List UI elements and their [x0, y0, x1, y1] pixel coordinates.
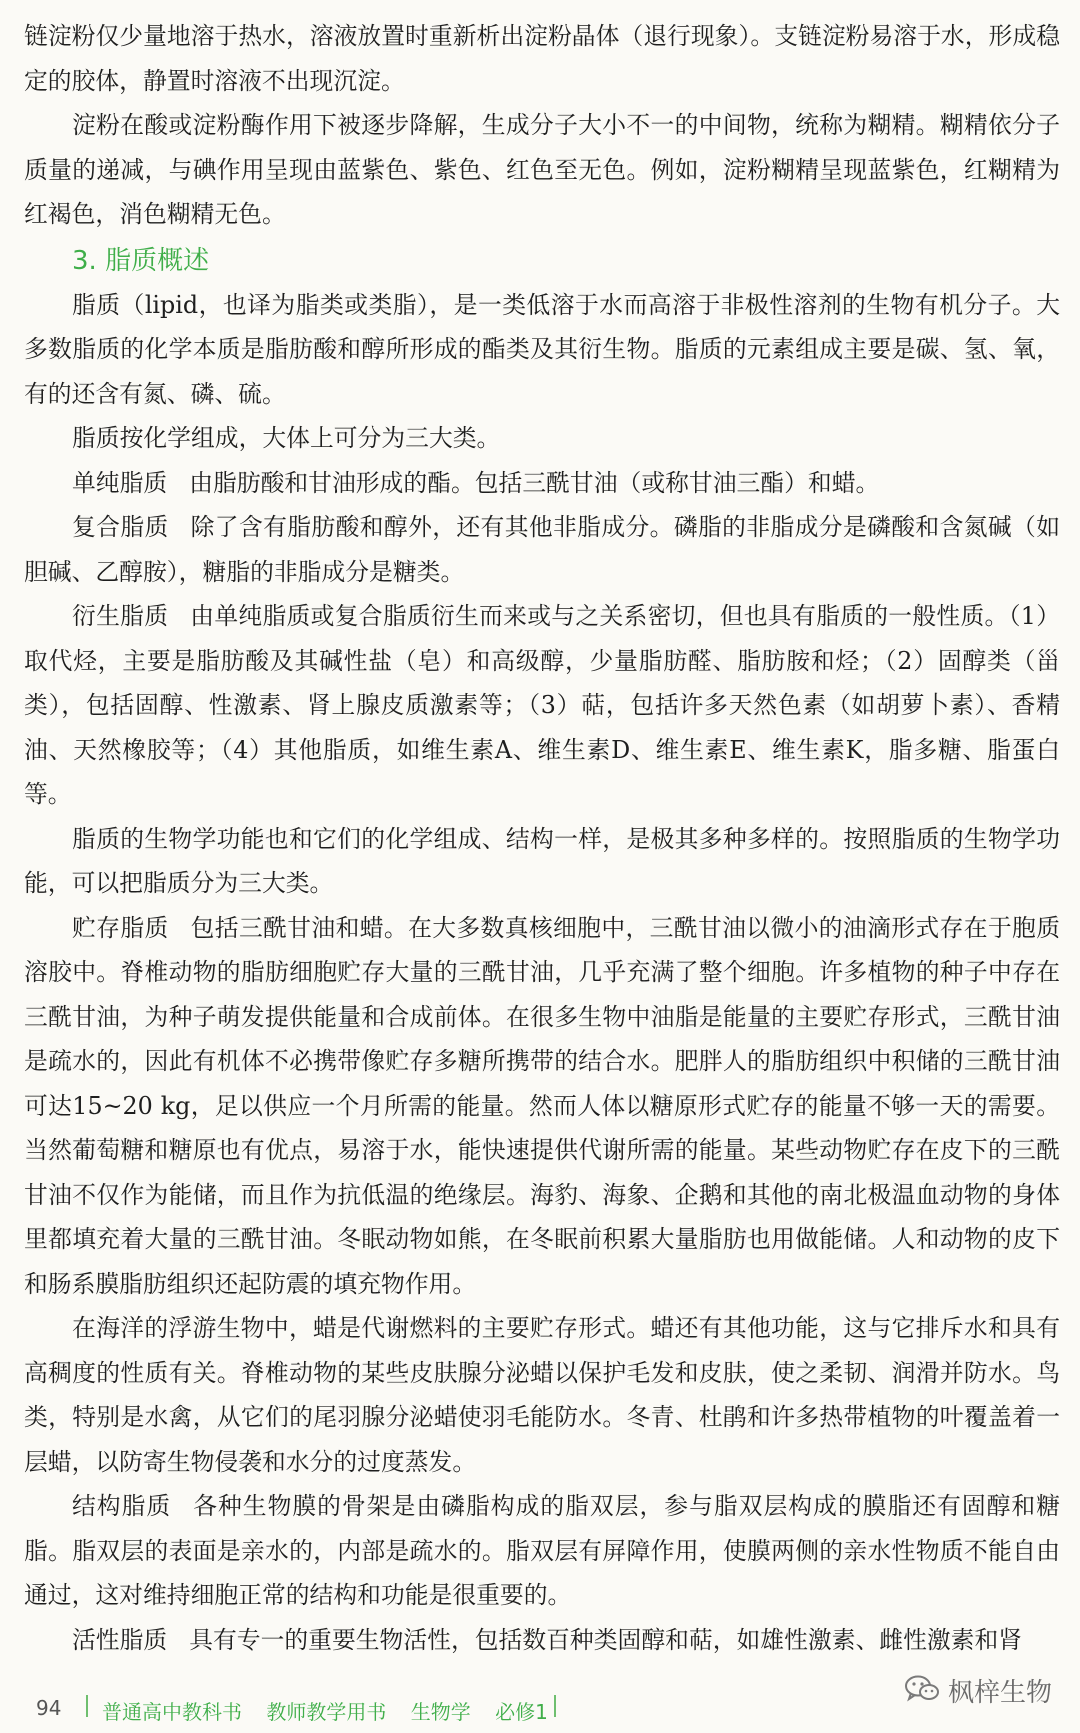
- watermark: [904, 1672, 1052, 1709]
- paragraph-structural-lipids: [24, 1484, 1060, 1618]
- text-active-lipids: 具有专一的重要生物活性，包括数百种类固醇和萜，如雄性激素、雌性激素和肾: [189, 1625, 1023, 1654]
- page-number: 94: [36, 1696, 62, 1720]
- watermark-text: 枫梓生物: [948, 1678, 1053, 1708]
- paragraph-amylose: 链淀粉仅少量地溶于热水，溶液放置时重新析出淀粉晶体（退行现象）。支链淀粉易溶于水，形成稳定的胶体，静置时溶液不出现沉淀。: [24, 22, 1060, 95]
- term-structural-lipids: 结构脂质: [72, 1492, 172, 1520]
- section-heading-lipids: 3. 脂质概述: [72, 245, 210, 276]
- text-structural-lipids: 各种生物膜的骨架是由磷脂构成的脂双层，参与脂双层构成的膜脂还有固醇和糖脂。脂双层的表面是亲水的，内部是疏水的。脂双层有屏障作用，使膜两侧的亲水性物质不能自由通过，这对维持细胞正常的结构和功能是很重要的。: [24, 1492, 1061, 1609]
- paragraph-derived-lipids: [24, 594, 1060, 817]
- text-complex-lipids: 除了含有脂肪酸和醇外，还有其他非脂成分。磷脂的非脂成分是磷酸和含氮碱（如胆碱、乙醇胺），糖脂的非脂成分是糖类。: [24, 513, 1061, 586]
- paragraph-storage-lipids: [24, 906, 1060, 1307]
- book-title: 普通高中教科书: [102, 1700, 242, 1724]
- term-complex-lipids: 复合脂质: [72, 513, 169, 541]
- wechat-icon: [904, 1674, 940, 1708]
- paragraph-dextrin: 淀粉在酸或淀粉酶作用下被逐步降解，生成分子大小不一的中间物，统称为糊精。糊精依分子质量的递减，与碘作用呈现由蓝紫色、紫色、红色至无色。例如，淀粉糊精呈现蓝紫色，红糊精为红褐色，消色糊精无色。: [24, 111, 1060, 228]
- footer-divider: [86, 1695, 88, 1717]
- paragraph-lipid-classes-intro: 脂质按化学组成，大体上可分为三大类。: [72, 424, 501, 452]
- term-storage-lipids: 贮存脂质: [72, 913, 169, 942]
- paragraph-lipid-functions-intro: 脂质的生物学功能也和它们的化学组成、结构一样，是极其多种多样的。按照脂质的生物学功能，可以把脂质分为三大类。: [24, 824, 1060, 897]
- page-footer: [24, 1678, 1060, 1730]
- term-active-lipids: 活性脂质: [72, 1625, 168, 1654]
- page-content: [24, 14, 1060, 1662]
- footer-divider: [554, 1695, 556, 1717]
- text-simple-lipids: 由脂肪酸和甘油形成的酯。包括三酰甘油（或称甘油三酯）和蜡。: [189, 468, 880, 497]
- book-type: 教师教学用书: [266, 1700, 387, 1724]
- term-derived-lipids: 衍生脂质: [72, 602, 169, 630]
- paragraph-lipid-definition: 脂质（lipid，也译为脂类或类脂），是一类低溶于水而高溶于非极性溶剂的生物有机分子。大多数脂质的化学本质是脂肪酸和醇所形成的酯类及其衍生物。脂质的元素组成主要是碳、氢、氧，有的还含有氮、磷、硫。: [24, 290, 1060, 408]
- term-simple-lipids: 单纯脂质: [72, 468, 168, 497]
- text-storage-lipids: 包括三酰甘油和蜡。在大多数真核细胞中，三酰甘油以微小的油滴形式存在于胞质溶胶中。脊椎动物的脂肪细胞贮存大量的三酰甘油，几乎充满了整个细胞。许多植物的种子中存在三酰甘油，为种子萌发提供能量和合成前体。在很多生物中油脂是能量的主要贮存形式，三酰甘油是疏水的，因此有机体不必携带像贮存多糖所携带的结合水。肥胖人的脂肪组织中积储的三酰甘油可达15~20 kg，足以供应一个月所需的能量。然而人体以糖原形式贮存的能量不够一天的需要。当然葡萄糖和糖原也有优点，易溶于水，能快速提供代谢所需的能量。某些动物贮存在皮下的三酰甘油不仅作为能储，而且作为抗低温的绝缘层。海豹、海象、企鹅和其他的南北极温血动物的身体里都填充着大量的三酰甘油。冬眠动物如熊，在冬眠前积累大量脂肪也用做能储。人和动物的皮下和肠系膜脂肪组织还起防震的填充物作用。: [24, 913, 1061, 1298]
- paragraph-simple-lipids: [24, 461, 1060, 506]
- book-info: [102, 1696, 566, 1725]
- text-derived-lipids: 由单纯脂质或复合脂质衍生而来或与之关系密切，但也具有脂质的一般性质。（1）取代烃，主要是脂肪酸及其碱性盐（皂）和高级醇，少量脂肪醛、脂肪胺和烃；（2）固醇类（甾类），包括固醇、性激素、肾上腺皮质激素等；（3）萜，包括许多天然色素（如胡萝卜素）、香精油、天然橡胶等；（4）其他脂质，如维生素A、维生素D、维生素E、维生素K，脂多糖、脂蛋白等。: [24, 602, 1060, 808]
- paragraph-active-lipids: [24, 1618, 1060, 1663]
- paragraph-complex-lipids: [24, 505, 1060, 594]
- paragraph-waxes: 在海洋的浮游生物中，蜡是代谢燃料的主要贮存形式。蜡还有其他功能，这与它排斥水和具有高稠度的性质有关。脊椎动物的某些皮肤腺分泌蜡以保护毛发和皮肤，使之柔韧、润滑并防水。鸟类，特别是水禽，从它们的尾羽腺分泌蜡使羽毛能防水。冬青、杜鹃和许多热带植物的叶覆盖着一层蜡，以防寄生物侵袭和水分的过度蒸发。: [24, 1314, 1060, 1476]
- book-subject: 生物学: [410, 1700, 471, 1724]
- book-volume: 必修1: [495, 1700, 548, 1724]
